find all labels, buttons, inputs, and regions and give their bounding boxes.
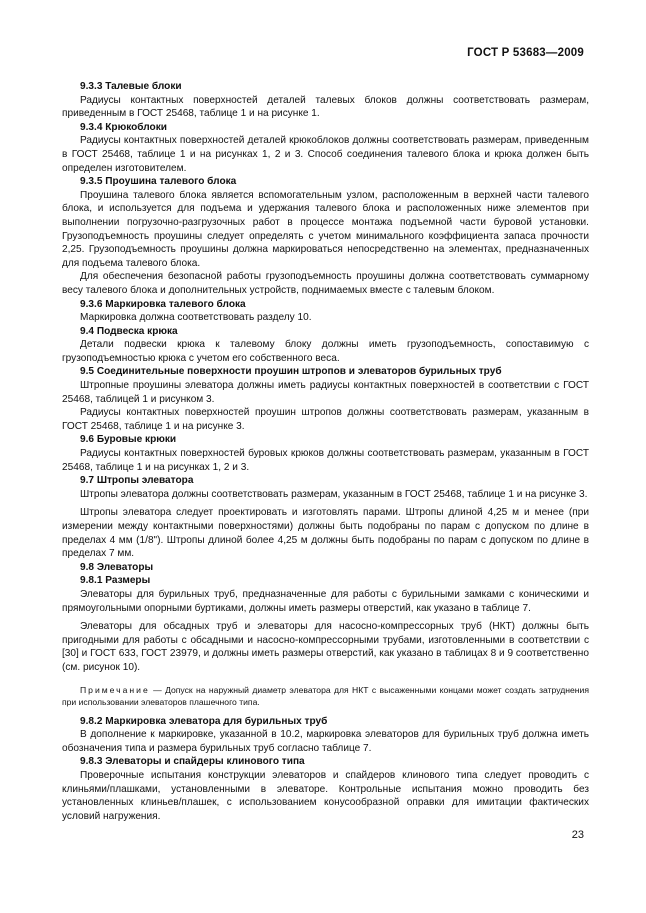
paragraph: Штропы элеватора следует проектировать и изготовлять парами. Штропы длиной 4,25 м и менее (при измерении между контактными поверхностями) должны быть подобраны по парам с допуском по длине в пределах 4 мм (1/8"). Штропы длиной более 4,25 м должны быть подобраны по парам с допуском по длине в пределах 7 мм. bbox=[62, 507, 589, 560]
paragraph: Радиусы контактных поверхностей буровых крюков должны соответствовать размерам, указанным в ГОСТ 25468, таблице 1 и на рисунках 1, 2 и 3. bbox=[62, 448, 589, 473]
paragraph: Детали подвески крюка к талевому блоку должны иметь грузоподъемность, сопоставимую с грузоподъемностью крюка с учетом его собственного веса. bbox=[62, 339, 589, 364]
heading-9-4: 9.4 Подвеска крюка bbox=[80, 325, 178, 337]
paragraph: Проушина талевого блока является вспомогательным узлом, расположенным в верхней части талевого блока, и используется для подъема и удержания талевого блока и расположенных ниже элементов при выполнении погрузочно-разгрузочных работ в процессе монтажа подъемной части буровой установки. Грузоподъемность проушины следует определять с учетом минимального коэффициента запаса прочности 2,25. Грузоподъемность проушины должна маркироваться непосредственно на элементах, предназначенных для подъема талевого блока. bbox=[62, 189, 589, 269]
heading-9-8-2: 9.8.2 Маркировка элеватора для бурильных труб bbox=[80, 715, 328, 727]
paragraph: Штропы элеватора должны соответствовать размерам, указанным в ГОСТ 25468, таблице 1 и на рисунке 3. bbox=[80, 488, 588, 500]
heading-9-3-3: 9.3.3 Талевые блоки bbox=[80, 81, 182, 92]
note-text: — Допуск на наружный диаметр элеватора для НКТ с высаженными концами может создать затруднения при использовании элеваторов плашечного типа. bbox=[62, 684, 589, 708]
heading-9-3-4: 9.3.4 Крюкоблоки bbox=[80, 121, 167, 133]
heading-9-7: 9.7 Штропы элеватора bbox=[80, 475, 194, 487]
paragraph: Маркировка должна соответствовать разделу 10. bbox=[80, 312, 312, 324]
paragraph: Проверочные испытания конструкции элеваторов и спайдеров клинового типа следует проводить с клиньями/плашками, установленными в элеваторе. Контрольные испытания можно проводить без установленных клиньев/плашек, с использованием конусообразной оправки для имитации фактических условий нагружения. bbox=[62, 769, 589, 822]
note bbox=[62, 684, 589, 709]
paragraph: Радиусы контактных поверхностей проушин штропов должны соответствовать размерам, указанным в ГОСТ 25468, таблице 1 и на рисунке 3. bbox=[62, 407, 589, 432]
paragraph: Штропные проушины элеватора должны иметь радиусы контактных поверхностей в соответствии с ГОСТ 25468, таблицей 1 и рисунком 3. bbox=[62, 380, 589, 405]
heading-9-8: 9.8 Элеваторы bbox=[80, 561, 154, 573]
heading-9-5: 9.5 Соединительные поверхности проушин штропов и элеваторов бурильных труб bbox=[80, 366, 502, 378]
heading-9-8-1: 9.8.1 Размеры bbox=[80, 575, 151, 587]
heading-9-3-5: 9.3.5 Проушина талевого блока bbox=[80, 176, 237, 188]
paragraph: В дополнение к маркировке, указанной в 10.2, маркировка элеваторов для бурильных труб должна иметь обозначения типа и размера бурильных труб согласно таблице 7. bbox=[62, 729, 589, 754]
document-body bbox=[62, 80, 589, 823]
paragraph: Элеваторы для бурильных труб, предназначенные для работы с бурильными замками с коническими и прямоугольными опорными буртиками, должны иметь размеры отверстий, как указано в таблице 7. bbox=[62, 588, 589, 614]
paragraph: Для обеспечения безопасной работы грузоподъемность проушины должна соответствовать суммарному весу талевого блока и дополнительных устройств, поднимаемых вместе с талевым блоком. bbox=[62, 271, 589, 296]
heading-9-8-3: 9.8.3 Элеваторы и спайдеры клинового типа bbox=[80, 756, 305, 768]
paragraph: Радиусы контактных поверхностей деталей крюкоблоков должны соответствовать размерам, приведенным в ГОСТ 25468, таблице 1 и на рисунках 1, 2 и 3. Способ соединения талевого блока и крюка должен быть определен изготовителем. bbox=[62, 135, 589, 174]
document-header: ГОСТ Р 53683—2009 bbox=[467, 47, 584, 59]
page-number: 23 bbox=[571, 829, 584, 841]
heading-9-3-6: 9.3.6 Маркировка талевого блока bbox=[80, 298, 246, 310]
heading-9-6: 9.6 Буровые крюки bbox=[80, 434, 177, 446]
note-label: Примечание bbox=[80, 684, 150, 695]
paragraph: Радиусы контактных поверхностей деталей талевых блоков должны соответствовать размерам, приведенным в ГОСТ 25468, таблице 1 и на рисунке 1. bbox=[62, 94, 589, 120]
paragraph: Элеваторы для обсадных труб и элеваторы для насосно-компрессорных труб (НКТ) должны быть пригодными для работы с обсадными и насосно-компрессорными трубами, изготовленными в соответствии с [30] и ГОСТ 633, ГОСТ 23979, и должны иметь размеры отверстий, как указано в таблицах 8 и 9 соответственно (см. рисунок 10). bbox=[62, 621, 589, 673]
